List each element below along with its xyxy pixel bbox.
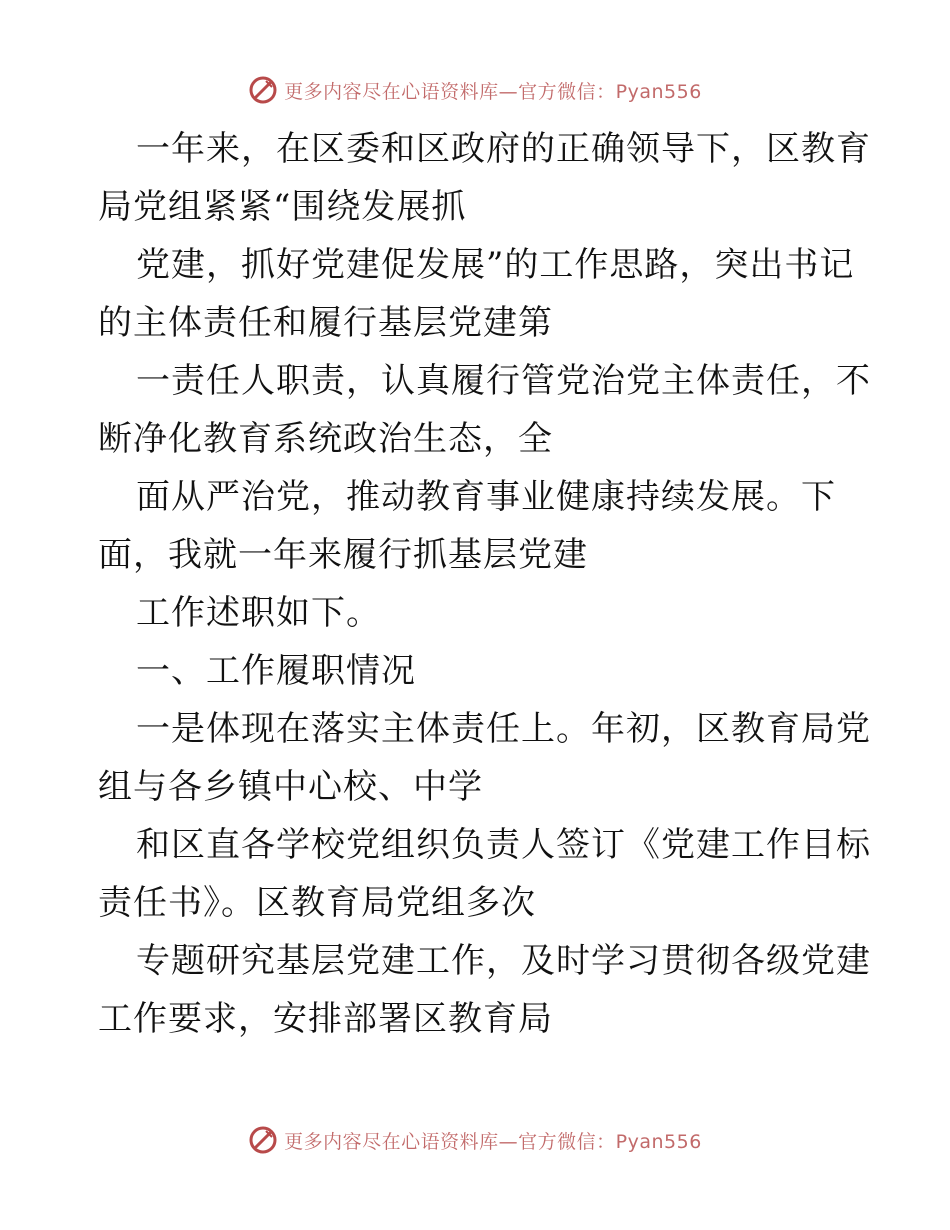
logo-icon	[248, 1125, 278, 1155]
paragraph-line: 一责任人职责，认真履行管党治党主体责任，不	[136, 361, 871, 401]
logo-icon	[248, 75, 278, 105]
paragraph-line: 专题研究基层党建工作，及时学习贯彻各级党建	[136, 941, 871, 981]
watermark-text: 更多内容尽在心语资料库—官方微信：Pyan556	[284, 80, 702, 103]
paragraph-line: 责任书》。区教育局党组多次	[98, 883, 536, 923]
header-watermark	[0, 70, 950, 110]
paragraph-line: 一年来，在区委和区政府的正确领导下，区教育	[136, 129, 871, 169]
section-heading: 一、工作履职情况	[136, 651, 416, 691]
document-body	[98, 120, 871, 1048]
paragraph-line: 工作述职如下。	[136, 593, 381, 633]
footer-watermark	[0, 1120, 950, 1160]
paragraph-line: 组与各乡镇中心校、中学	[98, 767, 483, 807]
watermark-text: 更多内容尽在心语资料库—官方微信：Pyan556	[284, 1130, 702, 1153]
paragraph-line: 断净化教育系统政治生态，全	[98, 419, 553, 459]
paragraph-line: 工作要求，安排部署区教育局	[98, 999, 553, 1039]
paragraph-line: 局党组紧紧“围绕发展抓	[98, 187, 467, 227]
paragraph-line: 和区直各学校党组织负责人签订《党建工作目标	[136, 825, 871, 865]
paragraph-line: 面，我就一年来履行抓基层党建	[98, 535, 588, 575]
paragraph-line: 党建，抓好党建促发展”的工作思路，突出书记	[136, 245, 855, 285]
paragraph-line: 面从严治党，推动教育事业健康持续发展。下	[136, 477, 836, 517]
paragraph-line: 一是体现在落实主体责任上。年初，区教育局党	[136, 709, 871, 749]
paragraph-line: 的主体责任和履行基层党建第	[98, 303, 553, 343]
